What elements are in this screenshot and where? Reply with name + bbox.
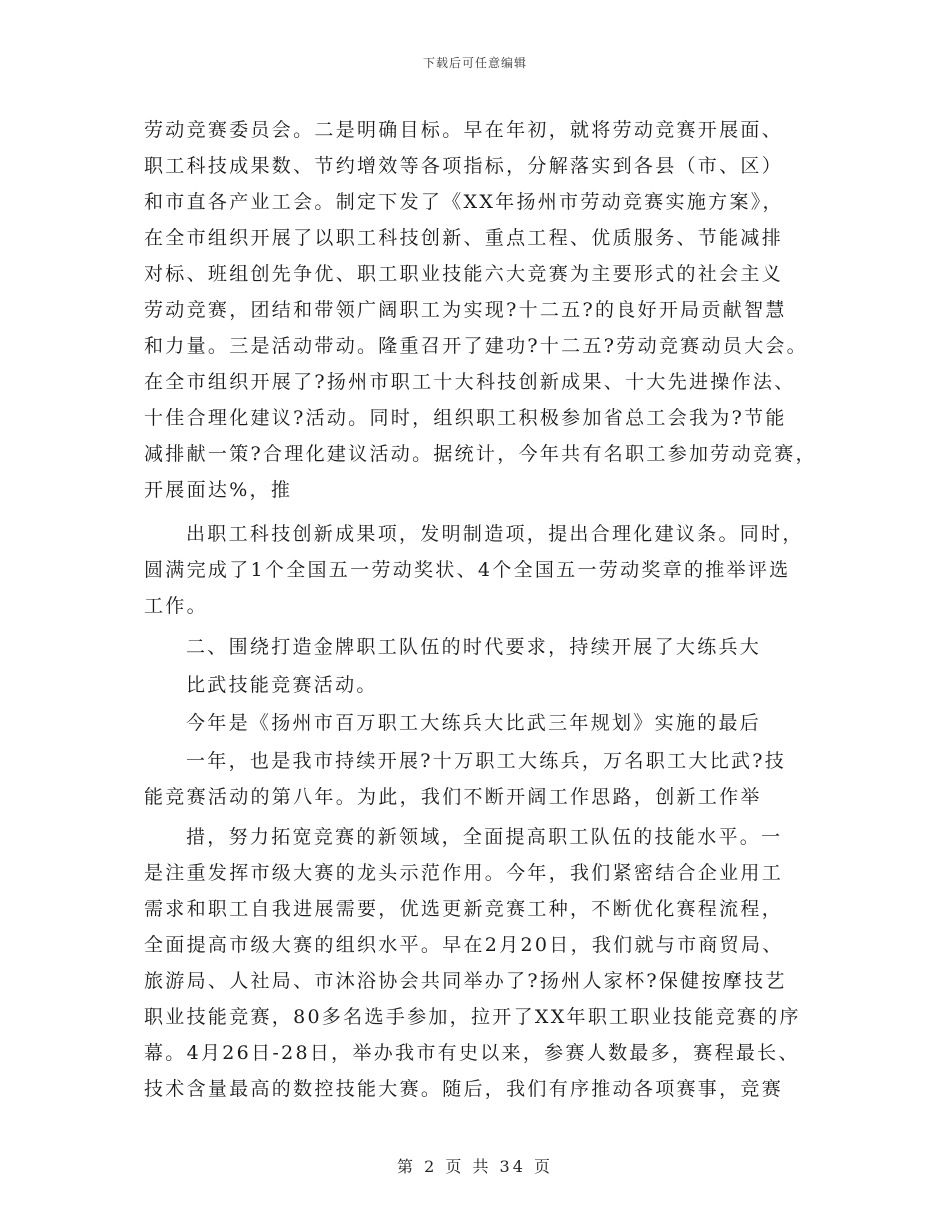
text-line: 技术含量最高的数控技能大赛。随后，我们有序推动各项赛事，竞赛 (144, 1078, 784, 1100)
text-line: 在全市组织开展了以职工科技创新、重点工程、优质服务、节能减排 (144, 227, 784, 249)
text-line: 需求和职工自我进展需要，优选更新竞赛工种，不断优化赛程流程， (144, 898, 784, 920)
text-line: 职工科技成果数、节约增效等各项指标，分解落实到各县（市、区） (144, 155, 784, 177)
text-line: 能竞赛活动的第八年。为此，我们不断开阔工作思路，创新工作举 (144, 786, 762, 808)
text-line: 和市直各产业工会。制定下发了《XX年扬州市劳动竞赛实施方案》， (144, 191, 784, 213)
text-line: 一年，也是我市持续开展?十万职工大练兵，万名职工大比武?技 (186, 750, 787, 772)
text-line: 减排献一策?合理化建议活动。据统计，今年共有名职工参加劳动竞赛， (144, 443, 817, 465)
text-line: 措，努力拓宽竞赛的新领域，全面提高职工队伍的技能水平。一 (186, 826, 783, 848)
text-line: 旅游局、人社局、市沐浴协会共同举办了?扬州人家杯?保健按摩技艺 (144, 970, 787, 992)
text-line: 职业技能竞赛，80多名选手参加，拉开了XX年职工职业技能竞赛的序 (144, 1006, 801, 1028)
text-line: 是注重发挥市级大赛的龙头示范作用。今年，我们紧密结合企业用工 (144, 862, 784, 884)
text-line: 今年是《扬州市百万职工大练兵大比武三年规划》实施的最后 (186, 712, 762, 734)
text-line: 工作。 (144, 595, 208, 617)
text-line: 比武技能竞赛活动。 (186, 674, 378, 696)
text-line: 在全市组织开展了?扬州市职工十大科技创新成果、十大先进操作法、 (144, 371, 796, 393)
text-line: 劳动竞赛委员会。二是明确目标。早在年初，就将劳动竞赛开展面、 (144, 119, 784, 141)
text-line: 劳动竞赛，团结和带领广阔职工为实现?十二五?的良好开局贡献智慧 (144, 299, 787, 321)
text-line: 十佳合理化建议?活动。同时，组织职工积极参加省总工会我为?节能 (144, 407, 787, 429)
page-header: 下载后可任意编辑 (422, 56, 527, 70)
text-line: 二、围绕打造金牌职工队伍的时代要求，持续开展了大练兵大 (186, 636, 762, 658)
text-line: 出职工科技创新成果项，发明制造项，提出合理化建议条。同时， (186, 523, 804, 545)
text-line: 幕。4月26日-28日，举办我市有史以来，参赛人数最多，赛程最长、 (144, 1042, 800, 1064)
text-line: 全面提高市级大赛的组织水平。早在2月20日，我们就与市商贸局、 (144, 934, 784, 956)
page-footer: 第 2 页 共 34 页 (397, 1157, 553, 1176)
text-line: 对标、班组创先争优、职工职业技能六大竞赛为主要形式的社会主义 (144, 263, 784, 285)
text-line: 圆满完成了1个全国五一劳动奖状、4个全国五一劳动奖章的推举评选 (144, 559, 791, 581)
text-line: 开展面达%，推 (144, 479, 293, 501)
text-line: 和力量。三是活动带动。隆重召开了建功?十二五?劳动竞赛动员大会。 (144, 335, 808, 357)
